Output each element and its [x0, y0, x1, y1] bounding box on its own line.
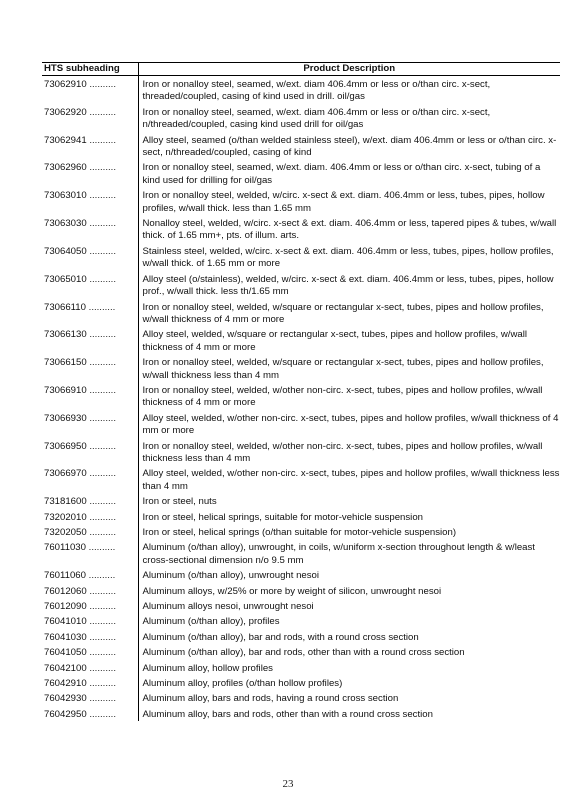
- hts-code-cell: [42, 410, 138, 438]
- hts-code-cell: [42, 438, 138, 466]
- hts-code: 73062941: [44, 134, 87, 146]
- product-description: Iron or nonalloy steel, seamed, w/ext. diam 406.4mm or less or o/than circ. x-sect, threaded/coupled, casing of kind used in drill. oil/gas: [142, 79, 491, 103]
- hts-subheading-header: HTS subheading: [42, 63, 138, 76]
- table-row: [42, 629, 560, 644]
- table-row: [42, 644, 560, 659]
- table-row: [42, 159, 560, 187]
- product-description: Aluminum alloy, bars and rods, having a round cross section: [142, 693, 399, 705]
- table-row: [42, 706, 560, 721]
- product-description: Alloy steel, welded, w/square or rectangular x-sect, tubes, pipes and hollow profiles, w/wall thickness of 4 mm or more: [142, 329, 527, 353]
- dot-leader: ..........: [86, 662, 117, 674]
- dot-leader: ..........: [86, 647, 117, 659]
- table-row: [42, 690, 560, 705]
- hts-code-cell: [42, 76, 138, 104]
- hts-code: 73062920: [44, 106, 87, 118]
- hts-code-cell: [42, 271, 138, 299]
- product-description: Aluminum (o/than alloy), bar and rods, with a round cross section: [142, 631, 419, 643]
- product-description: Iron or nonalloy steel, welded, w/square or rectangular x-sect, tubes, pipes and hollow profiles, w/wall thickness of 4 mm or more: [142, 301, 544, 325]
- hts-code-cell: [42, 583, 138, 598]
- dot-leader: ..........: [85, 542, 116, 554]
- table-row: [42, 76, 560, 104]
- hts-code-cell: [42, 644, 138, 659]
- table-row: [42, 493, 560, 508]
- table-row: [42, 382, 560, 410]
- hts-code: 73066130: [44, 329, 87, 341]
- hts-document: [42, 62, 560, 721]
- hts-code-cell: [42, 675, 138, 690]
- hts-code: 73062960: [44, 162, 87, 174]
- hts-code: 76011060: [44, 570, 86, 582]
- hts-code-cell: [42, 598, 138, 613]
- dot-leader: ..........: [86, 412, 117, 424]
- product-description: Alloy steel, welded, w/other non-circ. x-sect, tubes, pipes and hollow profiles, w/wall thickness less than 4 mm: [142, 468, 560, 492]
- product-description: Aluminum alloys, w/25% or more by weight of silicon, unwrought nesoi: [142, 585, 442, 597]
- dot-leader: ..........: [86, 616, 117, 628]
- table-row: [42, 583, 560, 598]
- hts-code: 73202050: [44, 527, 87, 538]
- dot-leader: ..........: [85, 570, 116, 582]
- table-row: [42, 326, 560, 354]
- hts-code-cell: [42, 243, 138, 271]
- dot-leader: ..........: [86, 79, 117, 90]
- dot-leader: ..........: [86, 527, 117, 538]
- product-description: Iron or nonalloy steel, seamed, w/ext. diam 406.4mm or less or o/than circ. x-sect, n/threaded/coupled, casing kind used drill for oil/gas: [142, 106, 491, 131]
- hts-code-cell: [42, 524, 138, 539]
- hts-code-cell: [42, 706, 138, 721]
- dot-leader: ..........: [86, 357, 117, 369]
- dot-leader: ..........: [86, 273, 117, 285]
- dot-leader: ..........: [86, 511, 117, 523]
- hts-code: 73063030: [44, 218, 87, 230]
- hts-code: 76042950: [44, 708, 87, 720]
- hts-code: 73066930: [44, 412, 87, 424]
- hts-code: 76042930: [44, 693, 87, 705]
- table-row: [42, 675, 560, 690]
- hts-code: 76041050: [44, 647, 87, 659]
- table-row: [42, 410, 560, 438]
- hts-code-cell: [42, 104, 138, 132]
- product-description: Aluminum (o/than alloy), unwrought, in coils, w/uniform x-section throughout length & w/least cross-sectional dimension n/o 9.5 mm: [142, 542, 535, 566]
- dot-leader: ..........: [86, 468, 117, 480]
- table-row: [42, 438, 560, 466]
- dot-leader: ..........: [86, 162, 117, 174]
- product-description: Aluminum (o/than alloy), profiles: [142, 616, 280, 628]
- table-row: [42, 613, 560, 628]
- product-description: Alloy steel, seamed (o/than welded stainless steel), w/ext. diam 406.4mm or less or o/than circ. x-sect, n/threaded/coupled, casing of kind: [142, 134, 557, 159]
- table-row: [42, 660, 560, 675]
- dot-leader: ..........: [86, 384, 117, 396]
- dot-leader: ..........: [86, 245, 117, 257]
- hts-code: 73066970: [44, 468, 87, 480]
- hts-code: 73063010: [44, 190, 87, 202]
- hts-code: 73062910: [44, 79, 87, 90]
- hts-code-cell: [42, 629, 138, 644]
- table-row: [42, 524, 560, 539]
- product-description: Stainless steel, welded, w/circ. x-sect & ext. diam. 406.4mm or less, tubes, pipes, hollow profiles, w/wall thick. of 1.65 mm or more: [142, 245, 554, 270]
- hts-code: 73066110: [44, 301, 86, 313]
- hts-code-cell: [42, 613, 138, 628]
- hts-code-cell: [42, 465, 138, 493]
- dot-leader: ..........: [85, 301, 116, 313]
- table-row: [42, 187, 560, 215]
- table-row: [42, 215, 560, 243]
- table-row: [42, 567, 560, 582]
- hts-code-cell: [42, 567, 138, 582]
- product-description: Iron or nonalloy steel, seamed, w/ext. diam. 406.4mm or less or o/than circ. x-sect, tubing of a kind used for drilling for oil/gas: [142, 162, 541, 186]
- table-row: [42, 354, 560, 382]
- hts-code: 76041030: [44, 631, 87, 643]
- page-number: 23: [282, 778, 294, 790]
- hts-code: 73064050: [44, 245, 87, 257]
- table-row: [42, 132, 560, 160]
- table-row: [42, 465, 560, 493]
- hts-code-cell: [42, 354, 138, 382]
- table-row: [42, 104, 560, 132]
- table-body: [42, 76, 560, 722]
- hts-code-cell: [42, 690, 138, 705]
- dot-leader: ..........: [86, 190, 117, 202]
- product-description: Aluminum (o/than alloy), bar and rods, other than with a round cross section: [142, 647, 465, 659]
- product-description: Iron or steel, helical springs, suitable for motor-vehicle suspension: [142, 511, 423, 523]
- dot-leader: ..........: [86, 708, 117, 720]
- hts-code: 73066910: [44, 384, 87, 396]
- dot-leader: ..........: [86, 496, 117, 508]
- hts-code-cell: [42, 187, 138, 215]
- dot-leader: ..........: [86, 631, 117, 643]
- product-description: Alloy steel, welded, w/other non-circ. x-sect, tubes, pipes and hollow profiles, w/wall thickness of 4 mm or more: [142, 412, 559, 437]
- hts-code: 76012090: [44, 601, 87, 613]
- table-row: [42, 509, 560, 524]
- product-description: Aluminum alloy, profiles (o/than hollow profiles): [142, 678, 343, 690]
- table-row: [42, 271, 560, 299]
- hts-code: 73181600: [44, 496, 87, 508]
- hts-code-cell: [42, 326, 138, 354]
- dot-leader: ..........: [86, 693, 117, 705]
- table-row: [42, 299, 560, 327]
- hts-code: 73202010: [44, 511, 87, 523]
- product-description: Iron or nonalloy steel, welded, w/square or rectangular x-sect, tubes, pipes and hollow profiles, w/wall thickness less than 4 mm: [142, 357, 544, 381]
- product-description: Iron or nonalloy steel, welded, w/other non-circ. x-sect, tubes, pipes and hollow profiles, w/wall thickness of 4 mm or more: [142, 384, 543, 409]
- hts-code: 76012060: [44, 585, 87, 597]
- dot-leader: ..........: [86, 601, 117, 613]
- product-description: Iron or steel, nuts: [142, 496, 217, 508]
- hts-code-cell: [42, 132, 138, 160]
- hts-code-cell: [42, 509, 138, 524]
- product-description: Alloy steel (o/stainless), welded, w/circ. x-sect & ext. diam. 406.4mm or less, tubes, pipes, hollow prof., w/wall thick. less th/1.65 mm: [142, 273, 554, 298]
- product-description: Aluminum alloy, bars and rods, other than with a round cross section: [142, 708, 433, 720]
- hts-code: 76011030: [44, 542, 86, 554]
- dot-leader: ..........: [86, 134, 117, 146]
- dot-leader: ..........: [86, 329, 117, 341]
- product-description: Nonalloy steel, welded, w/circ. x-sect & ext. diam. 406.4mm or less, tapered pipes & tubes, w/wall thick. of 1.65 mm+, pts. of illum. arts.: [142, 218, 557, 242]
- hts-code-cell: [42, 539, 138, 567]
- product-description: Iron or nonalloy steel, welded, w/other non-circ. x-sect, tubes, pipes and hollow profiles, w/wall thickness less than 4 mm: [142, 440, 543, 464]
- product-description: Iron or nonalloy steel, welded, w/circ. x-sect & ext. diam. 406.4mm or less, tubes, pipes, hollow profiles, w/wall thick. less than 1.65 mm: [142, 190, 545, 214]
- product-description: Aluminum alloys nesoi, unwrought nesoi: [142, 601, 314, 613]
- product-description: Aluminum (o/than alloy), unwrought nesoi: [142, 570, 320, 582]
- hts-code-cell: [42, 660, 138, 675]
- hts-code: 73065010: [44, 273, 87, 285]
- hts-table: [42, 62, 560, 721]
- dot-leader: ..........: [86, 678, 117, 690]
- product-description-header: Product Description: [138, 63, 560, 76]
- table-header-row: [42, 63, 560, 76]
- hts-code-cell: [42, 159, 138, 187]
- product-description: Aluminum alloy, hollow profiles: [142, 662, 273, 674]
- dot-leader: ..........: [86, 106, 117, 118]
- product-description: Iron or steel, helical springs (o/than suitable for motor-vehicle suspension): [142, 527, 457, 538]
- dot-leader: ..........: [86, 440, 117, 452]
- hts-code-cell: [42, 382, 138, 410]
- hts-code: 73066950: [44, 440, 87, 452]
- hts-code: 76042100: [44, 662, 87, 674]
- table-row: [42, 539, 560, 567]
- hts-code: 76042910: [44, 678, 87, 690]
- hts-code: 73066150: [44, 357, 87, 369]
- hts-code: 76041010: [44, 616, 87, 628]
- hts-code-cell: [42, 493, 138, 508]
- table-row: [42, 243, 560, 271]
- hts-code-cell: [42, 215, 138, 243]
- table-row: [42, 598, 560, 613]
- dot-leader: ..........: [86, 218, 117, 230]
- dot-leader: ..........: [86, 585, 117, 597]
- hts-code-cell: [42, 299, 138, 327]
